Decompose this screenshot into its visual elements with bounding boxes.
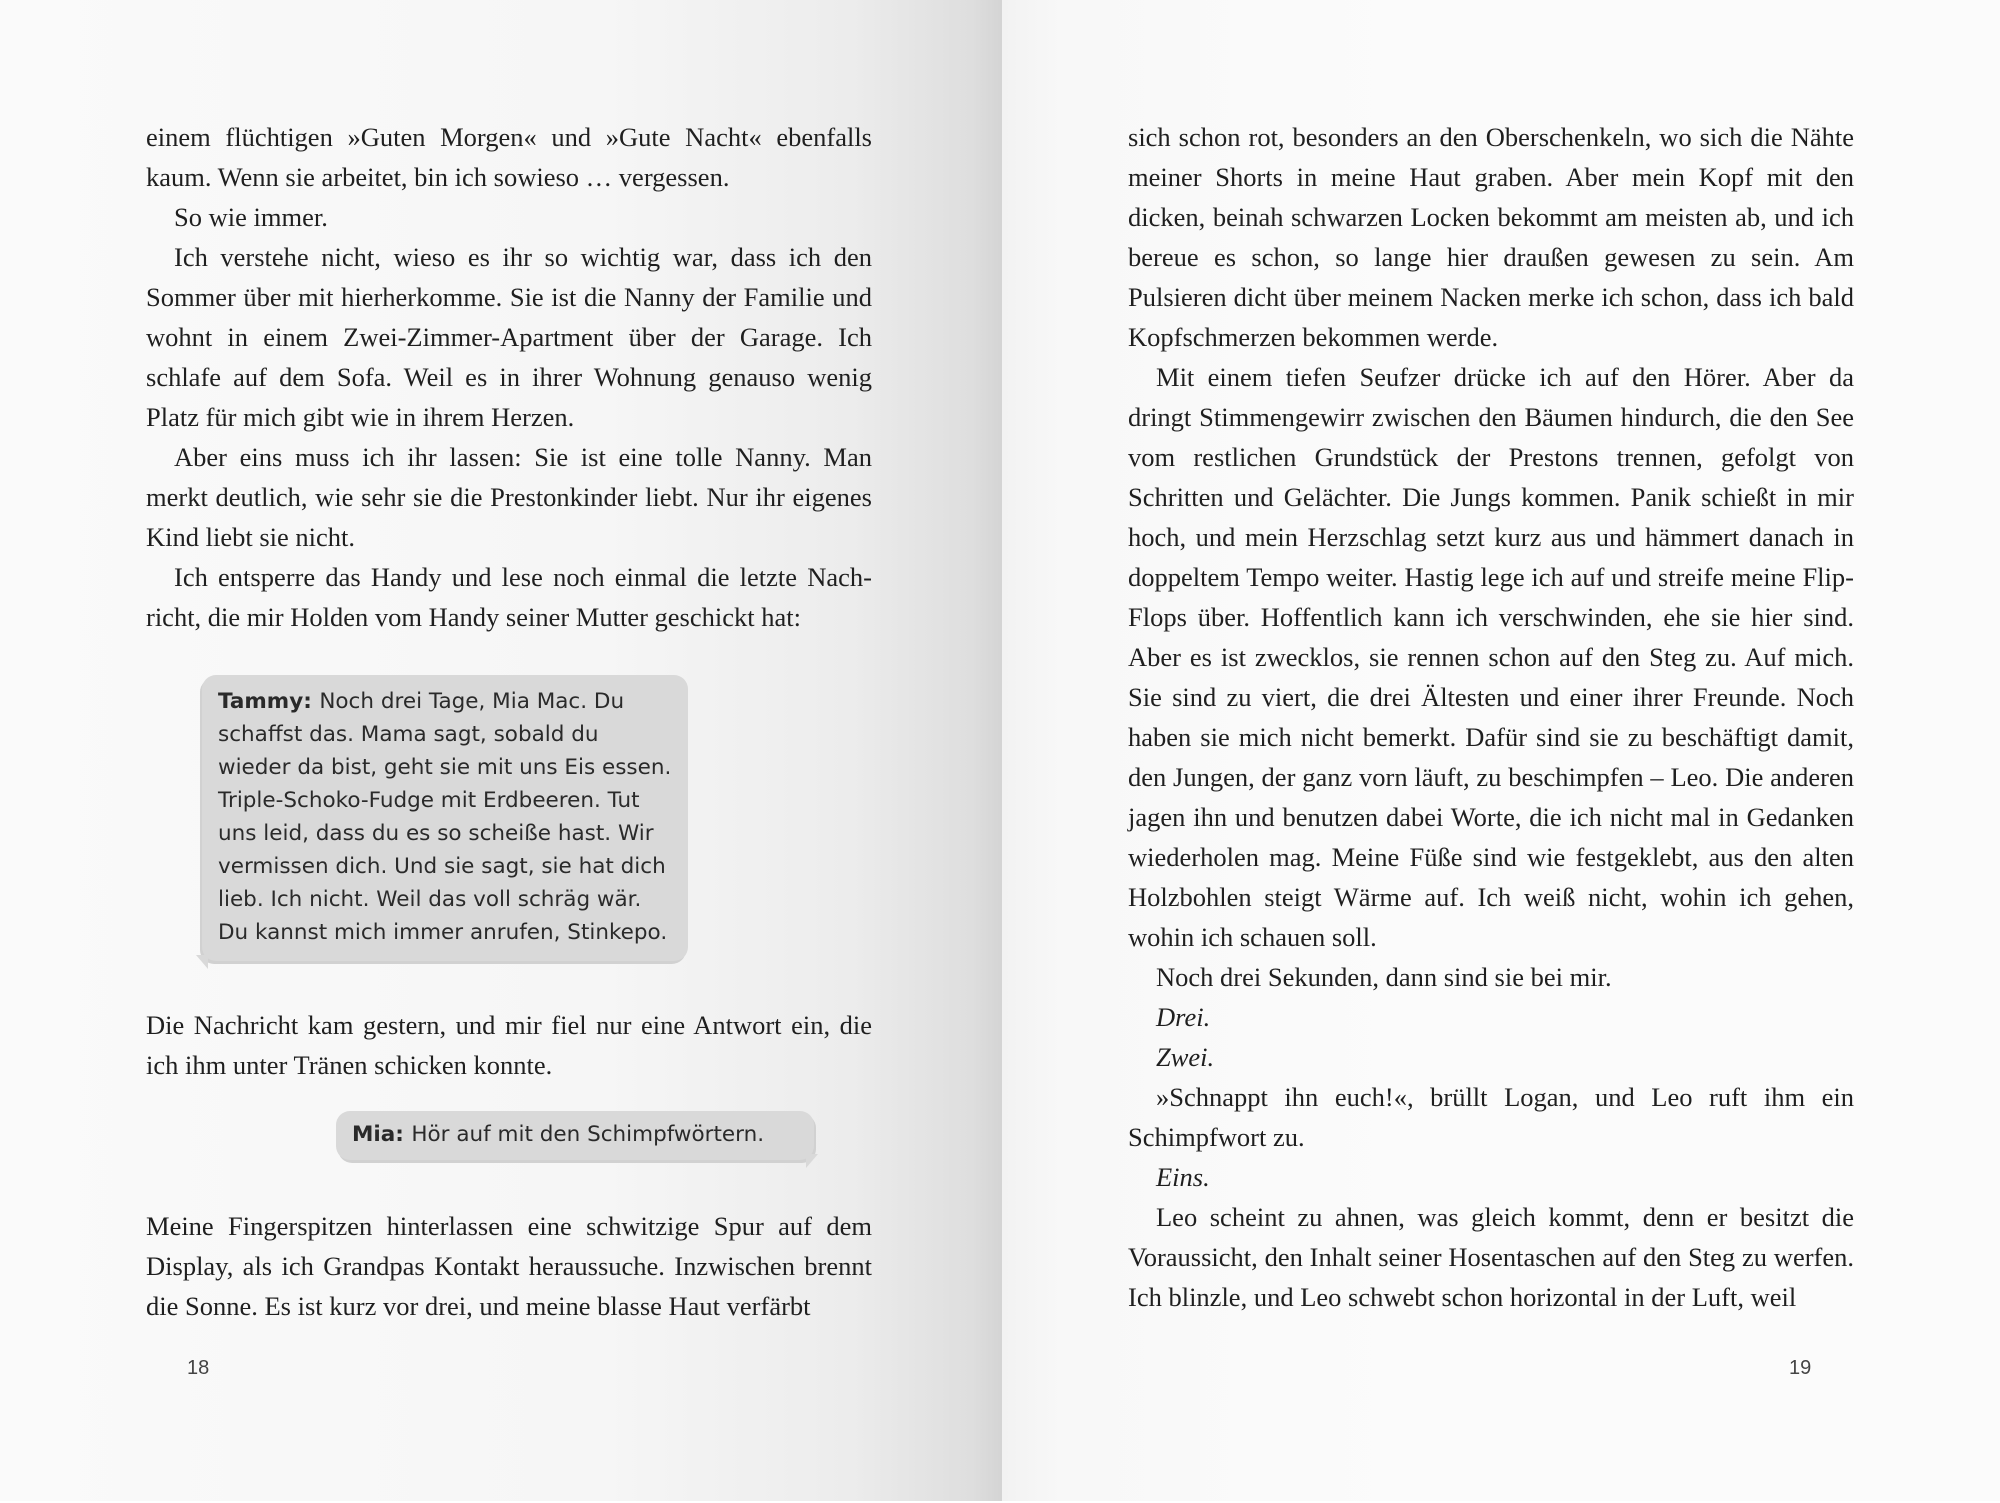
- paragraph-italic: Eins.: [1156, 1162, 1210, 1192]
- right-text-column: [1128, 117, 1854, 1317]
- paragraph: Noch drei Sekunden, dann sind sie bei mir.: [1156, 962, 1612, 992]
- right-page: [1002, 0, 2000, 1503]
- paragraph: Die Nachricht kam gestern, und mir fiel nur eine Antwort ein, die ich ihm unter Tränen schicken konnte.: [146, 1010, 872, 1080]
- chat-sender: Tammy:: [218, 689, 320, 714]
- paragraph-italic: Drei.: [1156, 1002, 1211, 1032]
- paragraph: »Schnappt ihn euch!«, brüllt Logan, und Leo ruft ihm ein Schimpfwort zu.: [1128, 1082, 1854, 1152]
- paragraph: Mit einem tiefen Seufzer drücke ich auf den Hörer. Aber da dringt Stimmengewirr zwischen den Bäumen hindurch, die den See vom restlichen Grundstück der Prestons trennen, gefolgt von Schritten und Gelächter. Die Jungs kommen. Panik schießt in mir hoch, und mein Herzschlag setzt kurz aus und hämmert danach in doppeltem Tempo weiter. Hastig lege ich auf und streife meine Flip-Flops über. Hoffentlich kann ich verschwinden, ehe sie hier sind. Aber es ist zwecklos, sie rennen schon auf den Steg zu. Auf mich. Sie sind zu viert, die drei Ältesten und einer ihrer Freunde. Noch haben sie mich nicht bemerkt. Dafür sind sie zu beschäftigt damit, den Jungen, der ganz vorn läuft, zu beschimpfen – Leo. Die anderen jagen ihn und benutzen dabei Worte, die ich nicht mal in Gedanken wiederholen mag. Meine Füße sind wie festgeklebt, aus den alten Holzbohlen steigt Wärme auf. Ich weiß nicht, wohin ich gehen, wohin ich schauen soll.: [1128, 362, 1854, 952]
- page-number: 18: [187, 1357, 210, 1379]
- paragraph-italic: Zwei.: [1156, 1042, 1215, 1072]
- paragraph: sich schon rot, besonders an den Oberschenkeln, wo sich die Nähte meiner Shorts in meine Haut graben. Aber mein Kopf mit den dicken, beinah schwarzen Locken bekommt am meisten ab, und ich bereue es schon, so lange hier draußen gewesen zu sein. Am Pulsieren dicht über meinem Nacken merke ich schon, dass ich bald Kopfschmerzen bekommen werde.: [1128, 122, 1854, 352]
- paragraph: Ich entsperre das Handy und lese noch einmal die letzte Nachricht, die mir Holden vom Handy seiner Mutter geschickt hat:: [146, 562, 872, 632]
- chat-message-text: Hör auf mit den Schimpfwörtern.: [411, 1122, 765, 1147]
- paragraph: Aber eins muss ich ihr lassen: Sie ist eine tolle Nanny. Man merkt deutlich, wie sehr sie die Prestonkinder liebt. Nur ihr eigenes Kind liebt sie nicht.: [146, 442, 872, 552]
- chat-message-text: Noch drei Tage, Mia Mac. Du schaffst das. Mama sagt, sobald du wieder da bist, geht sie mit uns Eis essen. Triple-Schoko-Fudge mit Erdbeeren. Tut uns leid, dass du es so scheiße hast. Wir vermissen dich. Und sie sagt, sie hat dich lieb. Ich nicht. Weil das voll schräg wär. Du kannst mich immer anrufen, Stinkepo.: [218, 689, 672, 945]
- paragraph: So wie immer.: [174, 202, 328, 232]
- chat-sender: Mia:: [352, 1122, 412, 1147]
- chat-bubble-tammy: [202, 675, 688, 961]
- paragraph: Leo scheint zu ahnen, was gleich kommt, denn er besitzt die Voraussicht, den Inhalt seiner Hosentaschen auf den Steg zu werfen. Ich blinzle, und Leo schwebt schon horizontal in der Luft, weil: [1128, 1202, 1854, 1312]
- paragraph: Ich verstehe nicht, wieso es ihr so wichtig war, dass ich den Sommer über mit hierherkomme. Sie ist die Nanny der Familie und wohnt in einem Zwei-Zimmer-Apartment über der Garage. Ich schlafe auf dem Sofa. Weil es in ihrer Wohnung genauso wenig Platz für mich gibt wie in ihrem Herzen.: [146, 242, 872, 432]
- page-number: 19: [1789, 1357, 1812, 1379]
- chat-bubble-mia: [336, 1111, 814, 1160]
- paragraph: einem flüchtigen »Guten Morgen« und »Gute Nacht« ebenfalls kaum. Wenn sie arbeitet, bin ich sowieso … vergessen.: [146, 122, 872, 192]
- left-text-column: [146, 117, 872, 1326]
- paragraph: Meine Fingerspitzen hinterlassen eine schwitzige Spur auf dem Display, als ich Grandpas Kontakt heraussuche. Inzwischen brennt die Sonne. Es ist kurz vor drei, und meine blasse Haut verfärbt: [146, 1211, 872, 1321]
